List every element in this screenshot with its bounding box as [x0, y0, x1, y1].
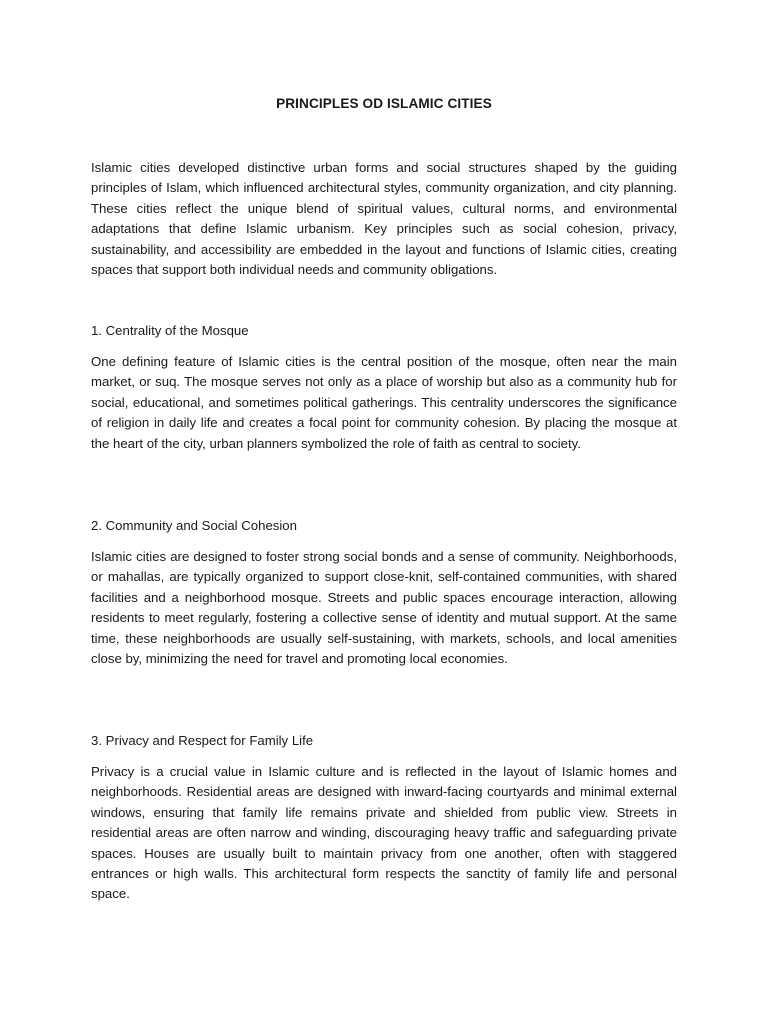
- section-body-privacy: Privacy is a crucial value in Islamic culture and is reflected in the layout of Islamic homes and neighborhoods. Residential areas are designed with inward-facing courtyards and minimal external windows, ensuring that family life remains private and shielded from public view. Streets in residential areas are often narrow and winding, discouraging heavy traffic and safeguarding private spaces. Houses are usually built to maintain privacy from one another, often with staggered entrances or high walls. This architectural form respects the sanctity of family life and personal space.: [91, 764, 677, 902]
- section-heading-privacy: 3. Privacy and Respect for Family Life: [91, 733, 314, 748]
- document-title: PRINCIPLES OD ISLAMIC CITIES: [276, 96, 492, 111]
- intro-paragraph: Islamic cities developed distinctive urban forms and social structures shaped by the guiding principles of Islam, which influenced architectural styles, community organization, and city planning. These cities reflect the unique blend of spiritual values, cultural norms, and environmental adaptations that define Islamic urbanism. Key principles such as social cohesion, privacy, sustainability, and accessibility are embedded in the layout and functions of Islamic cities, creating spaces that support both individual needs and community obligations.: [91, 160, 677, 278]
- section-body-community: Islamic cities are designed to foster strong social bonds and a sense of community. Neighborhoods, or mahallas, are typically organized to support close-knit, self-contained communities, with shared facilities and a neighborhood mosque. Streets and public spaces encourage interaction, allowing residents to meet regularly, fostering a collective sense of identity and mutual support. At the same time, these neighborhoods are usually self-sustaining, with markets, schools, and local amenities close by, minimizing the need for travel and promoting local economies.: [91, 549, 677, 667]
- section-heading-mosque: 1. Centrality of the Mosque: [91, 323, 249, 338]
- section-heading-community: 2. Community and Social Cohesion: [91, 518, 297, 533]
- section-body-mosque: One defining feature of Islamic cities is the central position of the mosque, often near the main market, or suq. The mosque serves not only as a place of worship but also as a community hub for social, educational, and sometimes political gatherings. This centrality underscores the significance of religion in daily life and creates a focal point for community cohesion. By placing the mosque at the heart of the city, urban planners symbolized the role of faith as central to society.: [91, 354, 677, 451]
